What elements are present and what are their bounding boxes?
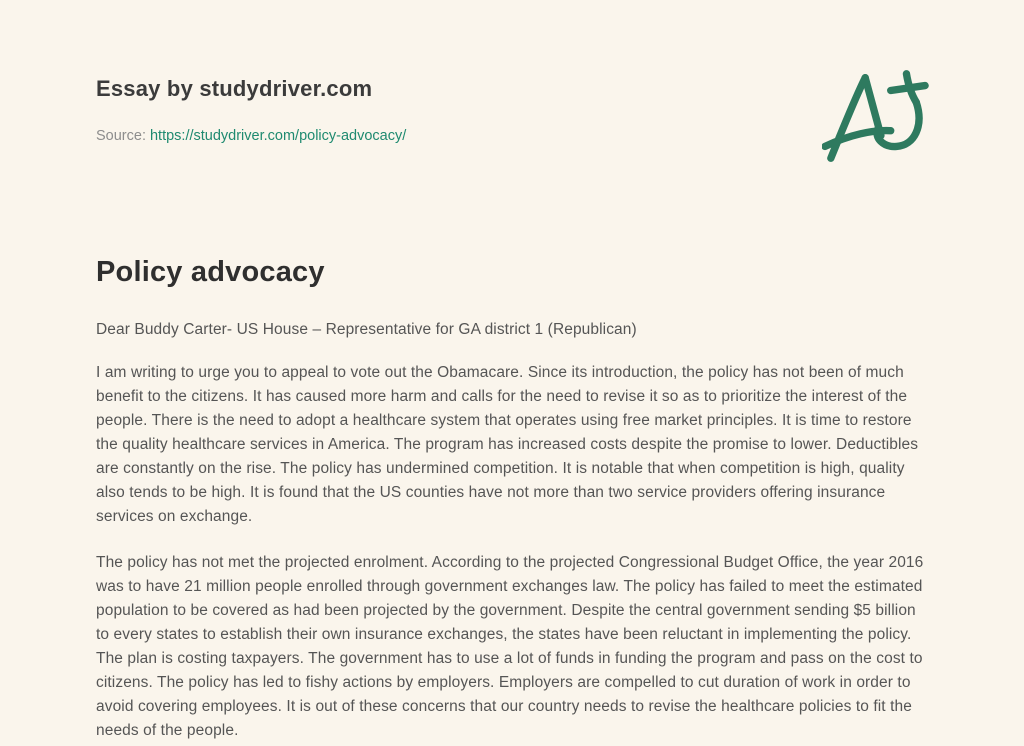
- studydriver-logo-icon: [822, 66, 930, 166]
- page-title: Essay by studydriver.com: [96, 76, 373, 101]
- source-label: Source:: [96, 128, 146, 144]
- source-url-link[interactable]: https://studydriver.com/policy-advocacy/: [149, 128, 407, 144]
- essay-paragraph-2: The policy has not met the projected enrolment. According to the projected Congressional Budget Office, the year 2016 was to have 21 million people enrolled through government exchanges law. The policy has failed to meet the estimated population to be covered as had been projected by the government. Despite the central government sending $5 billion to every states to establish their own insurance exchanges, the states have been reluctant in implementing the policy. The plan is costing taxpayers. The government has to use a lot of funds in funding the program and pass on the cost to citizens. The policy has led to fishy actions by employers. Employers are compelled to cut duration of work in order to avoid covering employees. It is out of these concerns that our country needs to revise the healthcare policies to fit the needs of the people.: [96, 554, 924, 739]
- essay-paragraph-1: I am writing to urge you to appeal to vote out the Obamacare. Since its introduction, the policy has not been of much benefit to the citizens. It has caused more harm and calls for the need to revise it so as to prioritize the interest of the people. There is the need to adopt a healthcare system that operates using free market principles. It is time to restore the quality healthcare services in America. The program has increased costs despite the promise to lower. Deductibles are constantly on the rise. The policy has undermined competition. It is notable that when competition is high, quality also tends to be high. It is found that the US counties have not more than two service providers offering insurance services on exchange.: [96, 364, 919, 525]
- essay-title: Policy advocacy: [96, 256, 325, 288]
- salutation-line: Dear Buddy Carter- US House – Representative for GA district 1 (Republican): [96, 321, 637, 338]
- source-line: [96, 128, 928, 144]
